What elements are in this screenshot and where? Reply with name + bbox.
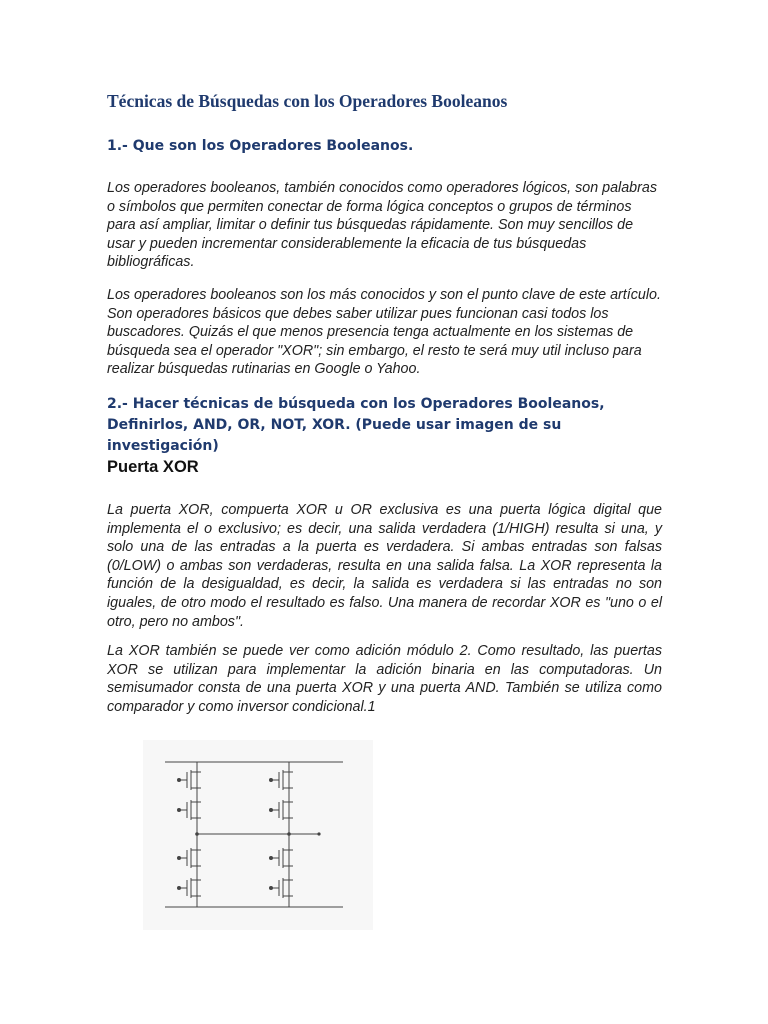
section1-paragraph-1: Los operadores booleanos, también conocidos como operadores lógicos, son palabras o símbolos que permiten conectar de forma lógica conceptos o grupos de términos para así ampliar, limitar o definir tus búsquedas rápidamente. Son muy sencillos de usar y pueden incrementar considerablemente la eficacia de tus búsquedas bibliográficas. bbox=[107, 180, 657, 271]
xor-paragraph-1: La puerta XOR, compuerta XOR u OR exclusiva es una puerta lógica digital que implementa el o exclusivo; es decir, una salida verdadera (1/HIGH) resulta si una, y solo una de las entradas a la puerta es verdadera. Si ambas entradas son falsas (0/LOW) o ambas son verdaderas, resulta en una salida falsa. La XOR representa la función de la desigualdad, es decir, la salida es verdadera si las entradas no son iguales, de otro modo el resultado es falso. Una manera de recordar XOR es "uno o el otro, pero no ambos". bbox=[107, 502, 662, 630]
xor-circuit-figure bbox=[143, 740, 373, 930]
section2-heading bbox=[107, 394, 667, 457]
cmos-xor-circuit-diagram-icon bbox=[143, 740, 373, 930]
document-title: Técnicas de Búsquedas con los Operadores Booleanos bbox=[107, 91, 508, 111]
section2-heading-part2: , Definirlos, AND, OR, NOT, XOR. (Puede usar imagen de su investigación) bbox=[107, 396, 605, 454]
xor-paragraph-2: La XOR también se puede ver como adición módulo 2. Como resultado, las puertas XOR se utilizan para implementar la adición binaria en las computadoras. Un semisumador consta de una puerta XOR y una puerta AND. También se utiliza como comparador y como inversor condicional.1 bbox=[107, 643, 662, 715]
section2-heading-part1: 2.- Hacer técnicas de búsqueda con los bbox=[107, 396, 421, 412]
section1-heading: 1.- Que son los Operadores Booleanos. bbox=[107, 138, 414, 154]
xor-heading: Puerta XOR bbox=[107, 458, 199, 476]
section1-paragraph-2: Los operadores booleanos son los más conocidos y son el punto clave de este artículo. Son operadores básicos que debes saber utilizar pues funcionan casi todos los buscadores. Quizás el que menos presencia tenga actualmente en los sistemas de búsqueda sea el operador "XOR"; sin embargo, el resto te será muy util incluso para realizar búsquedas rutinarias en Google o Yahoo. bbox=[107, 287, 661, 378]
section2-heading-bold: Operadores Booleanos bbox=[420, 396, 600, 412]
